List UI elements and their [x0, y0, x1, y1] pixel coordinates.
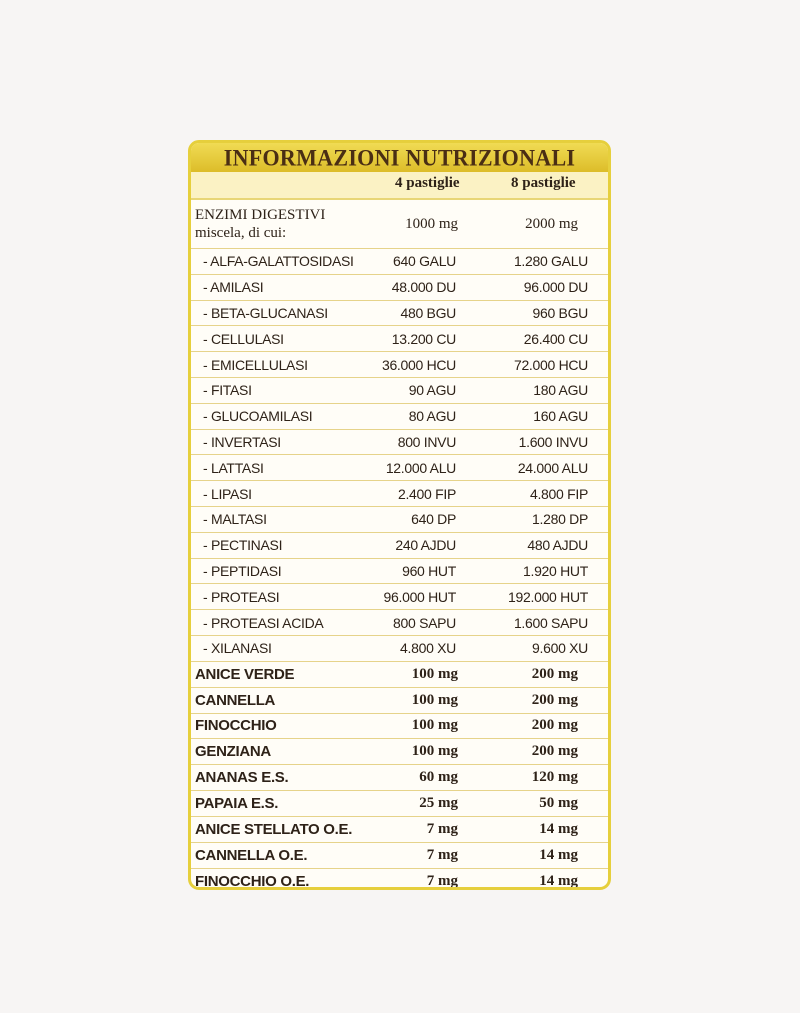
- row-name: - LATTASI: [203, 459, 264, 476]
- row-name: - PEPTIDASI: [203, 562, 282, 579]
- value-4-tablets: 100 mg: [411, 717, 458, 734]
- row-name: - ALFA-GALATTOSIDASI: [203, 253, 354, 270]
- table-row-enzyme: [191, 610, 608, 636]
- value-8-tablets: 180 AGU: [533, 382, 588, 399]
- table-row-ingredient: [191, 688, 608, 714]
- value-8-tablets: 96.000 DU: [523, 279, 588, 296]
- table-row-enzyme: [191, 301, 608, 327]
- value-8-tablets: 4.800 FIP: [529, 485, 588, 502]
- value-4-tablets: 90 AGU: [408, 382, 456, 399]
- table-row-ingredient: [191, 817, 608, 843]
- value-8-tablets: 1.280 GALU: [513, 253, 588, 270]
- value-8-tablets: 480 AJDU: [527, 537, 588, 554]
- row-name: - FITASI: [203, 382, 252, 399]
- value-4-tablets: 100 mg: [411, 743, 458, 760]
- value-8-tablets: 26.400 CU: [523, 330, 588, 347]
- column-header-row: [191, 172, 608, 200]
- value-4-tablets: 7 mg: [426, 846, 458, 863]
- row-name: CANNELLA O.E.: [195, 846, 308, 864]
- value-8-tablets: 24.000 ALU: [517, 459, 588, 476]
- value-8-tablets: 1.600 SAPU: [513, 614, 588, 631]
- table-row-ingredient: [191, 662, 608, 688]
- value-8-tablets: 1.280 DP: [532, 511, 588, 528]
- table-row-ingredient: [191, 843, 608, 869]
- value-4-tablets: 12.000 ALU: [385, 459, 456, 476]
- value-4-tablets: 4.800 XU: [400, 640, 456, 657]
- row-name-line1: ENZIMI DIGESTIVI: [195, 207, 326, 223]
- row-name: - GLUCOAMILASI: [203, 408, 313, 425]
- table-row-enzyme: [191, 378, 608, 404]
- value-4-tablets: 25 mg: [419, 795, 458, 812]
- value-8-tablets: 200 mg: [531, 743, 578, 760]
- table-row-enzyme: [191, 249, 608, 275]
- row-name: ANICE STELLATO O.E.: [195, 821, 353, 839]
- nutrition-table: [191, 200, 608, 890]
- table-row-enzymes: [191, 200, 608, 249]
- table-row-enzyme: [191, 455, 608, 481]
- table-row-enzyme: [191, 636, 608, 662]
- row-name: ANANAS E.S.: [195, 769, 289, 787]
- row-name: GENZIANA: [195, 743, 271, 761]
- table-row-ingredient: [191, 765, 608, 791]
- value-4-tablets: 60 mg: [419, 769, 458, 786]
- value-4-tablets: 100 mg: [411, 665, 458, 682]
- value-4-tablets: 800 INVU: [397, 433, 456, 450]
- row-name: - MALTASI: [203, 511, 267, 528]
- value-8-tablets: 120 mg: [531, 769, 578, 786]
- value-4-tablets: 240 AJDU: [395, 537, 456, 554]
- table-row-enzyme: [191, 533, 608, 559]
- row-name: - AMILASI: [203, 279, 264, 296]
- table-row-ingredient: [191, 791, 608, 817]
- value-8-tablets: 200 mg: [531, 717, 578, 734]
- table-row-enzyme: [191, 481, 608, 507]
- value-4-tablets: 13.200 CU: [391, 330, 456, 347]
- row-name: CANNELLA: [195, 691, 276, 709]
- row-name: - PECTINASI: [203, 537, 283, 554]
- row-name: FINOCCHIO O.E.: [195, 872, 310, 890]
- nutrition-facts-panel: [188, 140, 611, 890]
- value-4-tablets: 800 SAPU: [393, 614, 456, 631]
- row-name: - XILANASI: [203, 640, 272, 657]
- value-4-tablets: 36.000 HCU: [381, 356, 456, 373]
- table-row-enzyme: [191, 584, 608, 610]
- table-row-ingredient: [191, 869, 608, 890]
- value-8-tablets: 14 mg: [539, 872, 578, 889]
- value-8-tablets: 9.600 XU: [532, 640, 588, 657]
- value-4-tablets: 48.000 DU: [391, 279, 456, 296]
- table-row-enzyme: [191, 352, 608, 378]
- row-name: - PROTEASI ACIDA: [203, 614, 324, 631]
- row-name-line2: miscela, di cui:: [195, 225, 287, 241]
- row-name: - BETA-GLUCANASI: [203, 304, 328, 321]
- value-4-tablets: 2.400 FIP: [397, 485, 456, 502]
- column-header-8-tablets: 8 pastiglie: [511, 175, 576, 191]
- value-4-tablets: 7 mg: [426, 872, 458, 889]
- value-8-tablets: 200 mg: [531, 665, 578, 682]
- column-header-4-tablets: 4 pastiglie: [395, 175, 460, 191]
- value-8-tablets: 960 BGU: [532, 304, 588, 321]
- table-row-ingredient: [191, 739, 608, 765]
- value-8-tablets: 1.600 INVU: [518, 433, 588, 450]
- table-row-enzyme: [191, 430, 608, 456]
- value-8-tablets: 14 mg: [539, 846, 578, 863]
- value-8-tablets: 14 mg: [539, 821, 578, 838]
- row-name: FINOCCHIO: [195, 717, 277, 735]
- row-name: - CELLULASI: [203, 330, 284, 347]
- table-row-enzyme: [191, 404, 608, 430]
- value-8-tablets: 72.000 HCU: [513, 356, 588, 373]
- table-row-enzyme: [191, 326, 608, 352]
- value-8-tablets: 192.000 HUT: [508, 588, 588, 605]
- value-8-tablets: 1.920 HUT: [523, 562, 588, 579]
- panel-title: INFORMAZIONI NUTRIZIONALI: [191, 142, 608, 172]
- table-row-ingredient: [191, 714, 608, 740]
- row-name: - PROTEASI: [203, 588, 280, 605]
- value-8-tablets: 2000 mg: [525, 215, 578, 232]
- value-4-tablets: 640 GALU: [393, 253, 456, 270]
- table-row-enzyme: [191, 275, 608, 301]
- value-4-tablets: 80 AGU: [408, 408, 456, 425]
- value-8-tablets: 50 mg: [539, 795, 578, 812]
- row-name: - EMICELLULASI: [203, 356, 308, 373]
- row-name: PAPAIA E.S.: [195, 795, 279, 813]
- row-name: [195, 200, 325, 248]
- value-4-tablets: 960 HUT: [402, 562, 456, 579]
- value-8-tablets: 200 mg: [531, 691, 578, 708]
- value-4-tablets: 1000 mg: [405, 215, 458, 232]
- table-row-enzyme: [191, 559, 608, 585]
- value-8-tablets: 160 AGU: [533, 408, 588, 425]
- row-name: - LIPASI: [203, 485, 252, 502]
- value-4-tablets: 7 mg: [426, 821, 458, 838]
- value-4-tablets: 96.000 HUT: [383, 588, 456, 605]
- value-4-tablets: 480 BGU: [400, 304, 456, 321]
- value-4-tablets: 100 mg: [411, 691, 458, 708]
- value-4-tablets: 640 DP: [411, 511, 456, 528]
- row-name: - INVERTASI: [203, 433, 281, 450]
- row-name: ANICE VERDE: [195, 665, 295, 683]
- table-row-enzyme: [191, 507, 608, 533]
